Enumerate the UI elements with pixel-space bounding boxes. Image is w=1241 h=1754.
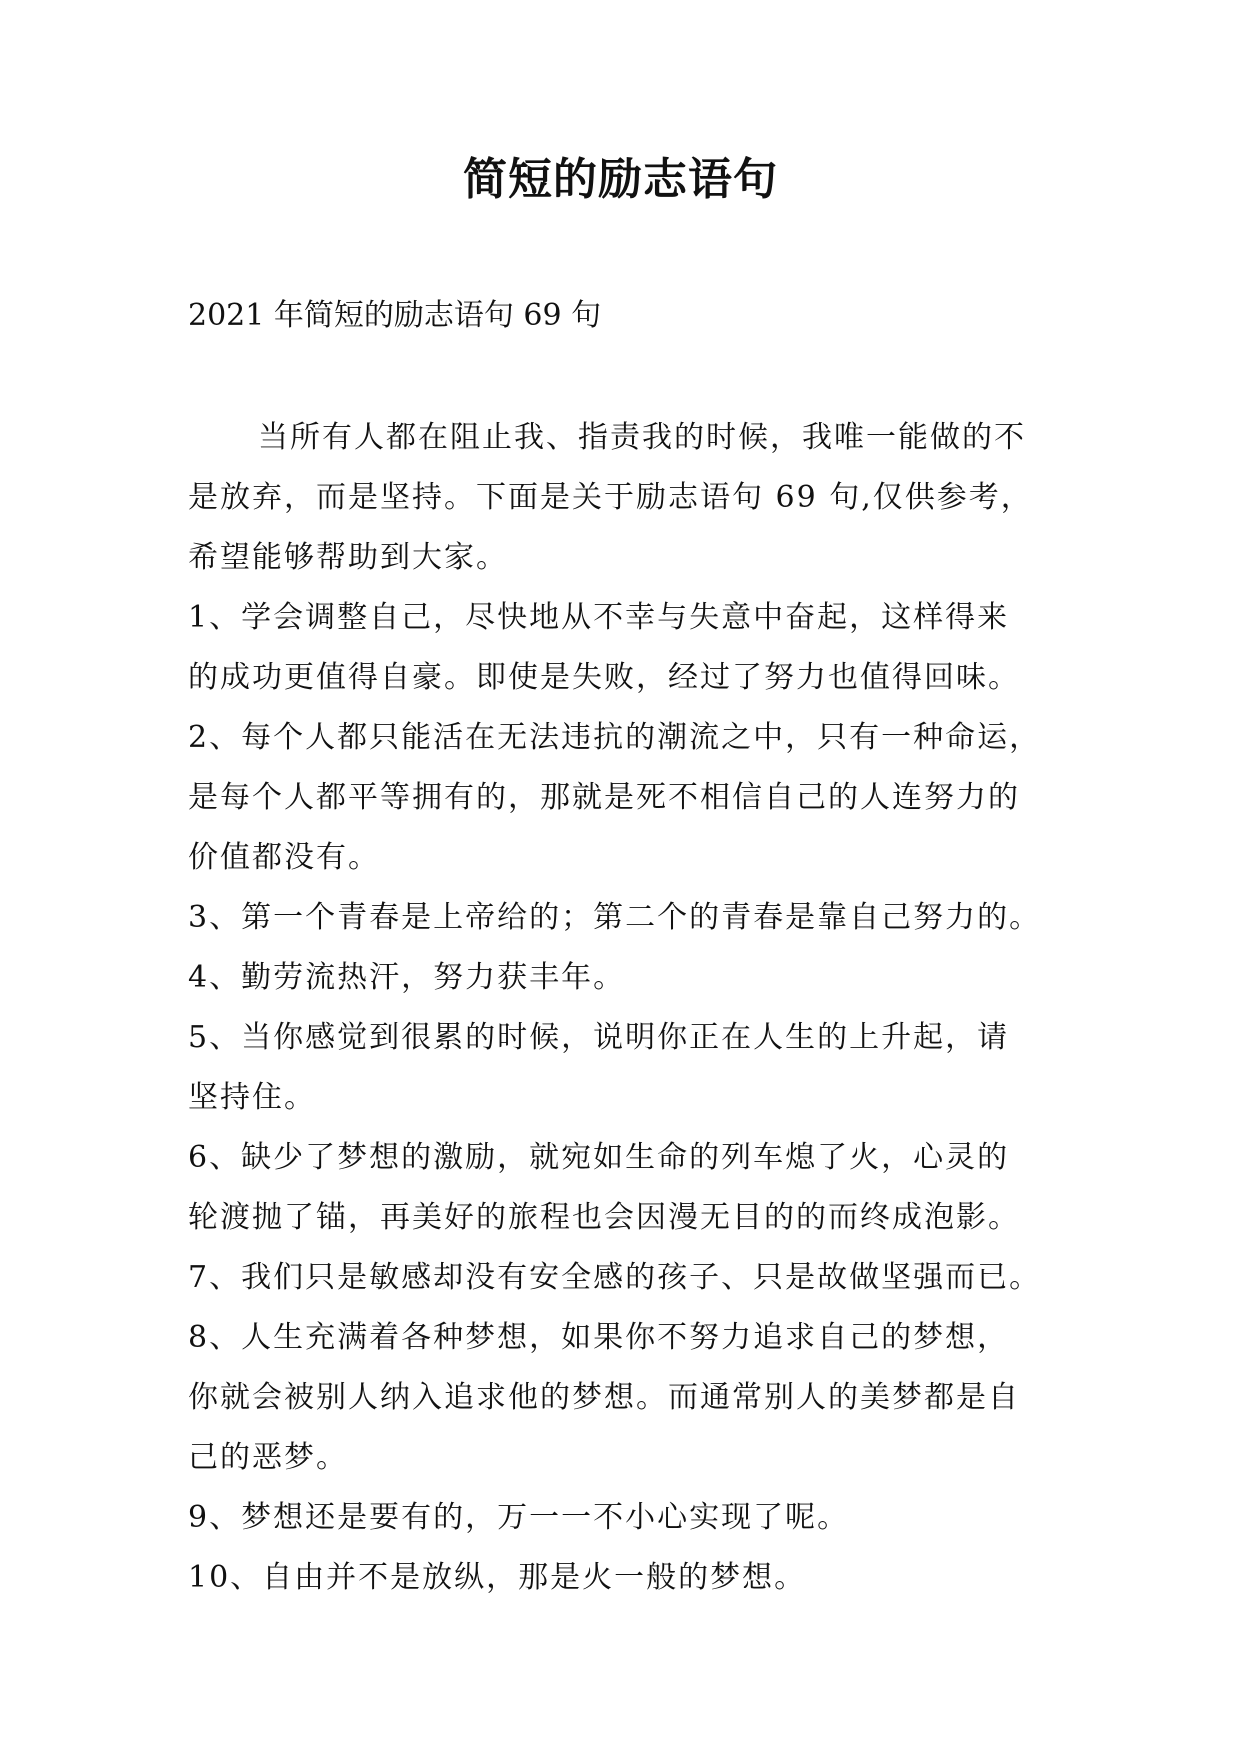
- body-line: 5、当你感觉到很累的时候，说明你正在人生的上升起，请: [188, 1020, 1010, 1055]
- document-title: 简短的励志语句: [463, 154, 778, 205]
- body-line: 是每个人都平等拥有的，那就是死不相信自己的人连努力的: [188, 780, 1020, 815]
- body-line: 己的恶梦。: [188, 1440, 348, 1475]
- body-line: 轮渡抛了锚，再美好的旅程也会因漫无目的的而终成泡影。: [188, 1200, 1020, 1235]
- body-line: 2、每个人都只能活在无法违抗的潮流之中，只有一种命运，: [188, 720, 1042, 755]
- body-line: 价值都没有。: [188, 840, 380, 875]
- body-line: 9、梦想还是要有的，万一一不小心实现了呢。: [188, 1500, 850, 1535]
- body-line: 坚持住。: [188, 1080, 316, 1115]
- document-subtitle: 2021 年简短的励志语句 69 句: [188, 298, 602, 333]
- body-line: 是放弃，而是坚持。下面是关于励志语句 69 句,仅供参考，: [188, 480, 1033, 515]
- body-line: 希望能够帮助到大家。: [188, 540, 508, 575]
- body-line: 你就会被别人纳入追求他的梦想。而通常别人的美梦都是自: [188, 1380, 1020, 1415]
- body-line: 当所有人都在阻止我、指责我的时候，我唯一能做的不: [258, 420, 1026, 455]
- body-line: 3、第一个青春是上帝给的；第二个的青春是靠自己努力的。: [188, 900, 1042, 935]
- body-line: 6、缺少了梦想的激励，就宛如生命的列车熄了火，心灵的: [188, 1140, 1010, 1175]
- body-line: 10、自由并不是放纵，那是火一般的梦想。: [188, 1560, 807, 1595]
- document-body: [188, 408, 1068, 1608]
- body-line: 4、勤劳流热汗，努力获丰年。: [188, 960, 626, 995]
- body-line: 1、学会调整自己，尽快地从不幸与失意中奋起，这样得来: [188, 600, 1010, 635]
- body-line: 的成功更值得自豪。即使是失败，经过了努力也值得回味。: [188, 660, 1020, 695]
- body-line: 7、我们只是敏感却没有安全感的孩子、只是故做坚强而已。: [188, 1260, 1042, 1295]
- body-line: 8、人生充满着各种梦想，如果你不努力追求自己的梦想，: [188, 1320, 1010, 1355]
